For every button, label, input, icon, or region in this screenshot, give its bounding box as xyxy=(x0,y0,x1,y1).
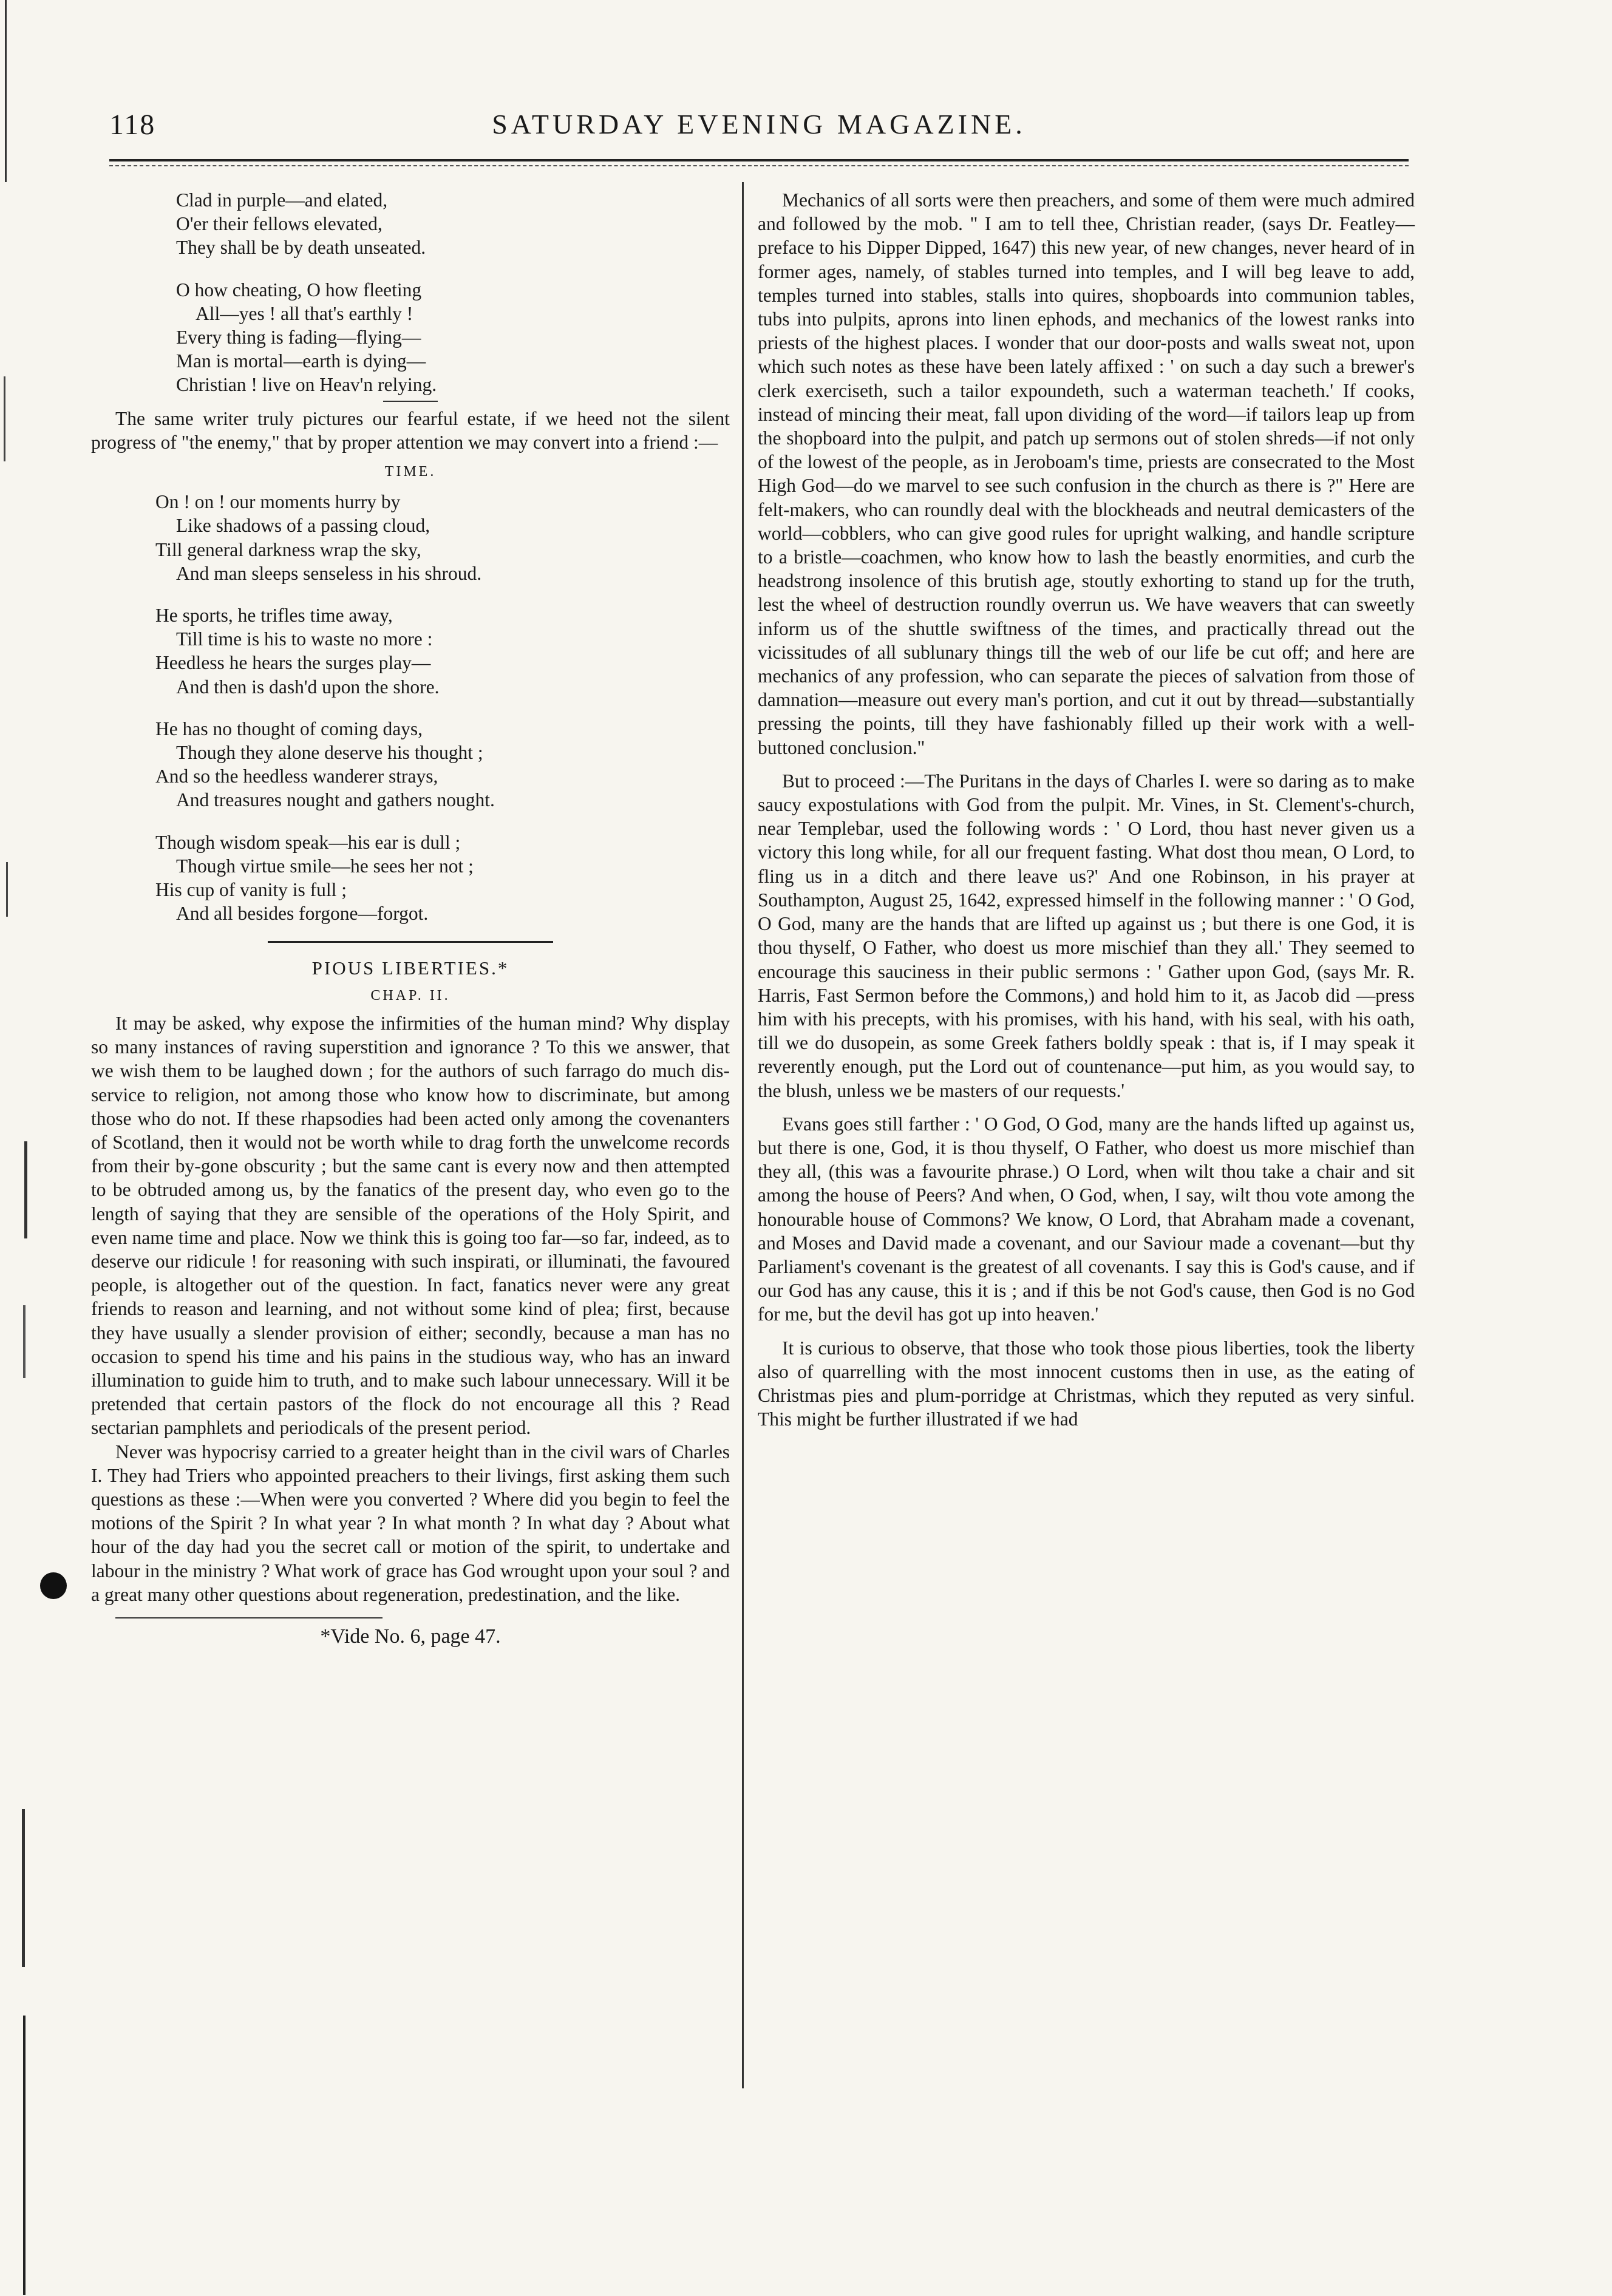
verse-line: Though they alone deserve his thought ; xyxy=(176,742,483,764)
verse-line: He has no thought of coming days, xyxy=(155,718,423,739)
verse-stanza-2 xyxy=(91,278,730,397)
body-paragraph: But to proceed :—The Puritans in the days of Charles I. were so daring as to make saucy expostulations with God from the pulpit. Mr. Vines, in St. Clement's-church, near Templebar, used the following words : ' O Lord, thou hast never given us a victory this long while, for all our frequent fasting. What dost thou mean, O Lord, to fling us in a ditch and there leave us?' And one Robinson, in his prayer at Southampton, August 25, 1642, expressed himself in the following manner : ' O God, O God, many are the hands that are lifted up against us ; but there is one God, it is thou thyself, O Father, who doest us more mischief than they all.' They seemed to encourage this sauciness in their public sermons : ' Gather upon God, (says Mr. R. Harris, Fast Sermon before the Commons,) and hold him to it, as Jacob did —press him with his precepts, with his promises, with his hand, with his seal, with his oath, till we do dusopein, as some Greek fathers boldly speak : that is, if I may speak it reverently enough, put the Lord out of countenance—put him, as you would say, to the blush, unless we be masters of our requests.' xyxy=(758,770,1415,1101)
page-header xyxy=(109,108,1409,151)
header-rule xyxy=(109,159,1409,161)
time-stanza-4 xyxy=(91,830,730,926)
verse-line: Heedless he hears the surges play— xyxy=(155,652,431,674)
verse-line: O how cheating, O how fleeting xyxy=(176,279,422,301)
verse-line: And treasures nought and gathers nought. xyxy=(176,789,495,811)
right-column xyxy=(758,188,1415,1431)
verse-line: They shall be by death unseated. xyxy=(176,237,426,259)
body-paragraph: It is curious to observe, that those who took those pious liberties, took the liberty also of quarrelling with the most innocent customs then in use, as the eating of Christmas pies and plum-porridge at Christmas, which they reputed as very sinful. This might be further illustrated if we had xyxy=(758,1337,1415,1430)
verse-line: And then is dash'd upon the shore. xyxy=(176,676,440,698)
article-body-left xyxy=(91,1011,730,1606)
article-title: PIOUS LIBERTIES.* xyxy=(311,957,509,979)
intro-paragraph: The same writer truly pictures our fearful estate, if we heed not the silent progress of "the enemy," that by proper attention we may convert into a friend :— xyxy=(91,407,730,453)
verse-line: And all besides forgone—forgot. xyxy=(176,903,429,925)
verse-line: Till time is his to waste no more : xyxy=(176,628,433,650)
verse-line: Clad in purple—and elated, xyxy=(176,189,388,211)
column-divider xyxy=(742,182,744,2088)
verse-line: And man sleeps senseless in his shroud. xyxy=(176,562,482,584)
body-paragraph: Never was hypocrisy carried to a greater height than in the civil wars of Charles I. They had Triers who appointed preachers to their livings, first asking them such questions as these :—When were you converted ? Where did you begin to feel the motions of the Spirit ? In what year ? In what month ? In what day ? About what hour of the day had you the secret call or motion of the spirit, to undertake and labour in the ministry ? What work of grace has God wrought upon your soul ? and a great many other questions about regeneration, predestination, and the like. xyxy=(91,1441,730,1605)
poem-title: TIME. xyxy=(384,464,437,480)
body-paragraph: It may be asked, why expose the infirmities of the human mind? Why display so many instances of raving superstition and ignorance ? To this we answer, that we wish them to be laughed down ; for the authors of such farrago do much dis-service to religion, not among those who know how to discriminate, but among those who do not. If these rhapsodies had been acted only among the covenanters of Scotland, then it would not be worth while to drag forth the unwelcome records from their by-gone obscurity ; but the same cant is every now and then attempted to be obtruded among us, by the fanatics of the present day, who even go to the length of saying that they are sensible of the operations of the Holy Spirit, and even name time and place. Now we think this is going too far—so far, indeed, as to deserve our ridicule ! for reasoning with such inspirati, or illuminati, the favoured people, is altogether out of the question. In fact, fanatics never were any great friends to reason and learning, and not without some kind of plea; first, because they have usually a slender provision of either; secondly, because a man has no occasion to spend his time and his pains in the studious way, who has an inward illumination to guide him to truth, and to make such labour unnecessary. Will it be pretended that certain pastors of the flock do not encourage all this ? Read sectarian pamphlets and periodicals of the present period. xyxy=(91,1012,730,1439)
verse-line: Till general darkness wrap the sky, xyxy=(155,538,421,560)
verse-line: All—yes ! all that's earthly ! xyxy=(196,302,413,324)
time-stanza-1 xyxy=(91,490,730,585)
header-rule-dashed xyxy=(109,165,1409,166)
verse-line: And so the heedless wanderer strays, xyxy=(155,766,438,787)
footnote-rule xyxy=(115,1617,383,1618)
footnote: *Vide No. 6, page 47. xyxy=(320,1625,501,1648)
time-stanza-2 xyxy=(91,603,730,699)
section-rule xyxy=(268,941,553,943)
verse-line: He sports, he trifles time away, xyxy=(155,605,393,627)
binding-edge-marks xyxy=(0,0,67,2296)
verse-line: Though virtue smile—he sees her not ; xyxy=(176,855,474,877)
body-paragraph: Mechanics of all sorts were then preachers, and some of them were much admired and followed by the mob. " I am to tell thee, Christian reader, (says Dr. Featley—preface to his Dipper Dipped, 1647) this new year, of new changes, never heard of in former ages, namely, of stables turned into temples, and I will beg leave to add, temples turned into stables, stalls into quires, shopboards into communion tables, tubs into pulpits, aprons into linen ephods, and mechanics of the lowest ranks into priests of the highest places. I wonder that our door-posts and walls sweat not, upon which such notes as these have been lately affixed : ' on such a day such a brewer's clerk exerciseth, such a tailor expoundeth, such a waterman teacheth.' If cooks, instead of mincing their meat, fall upon dividing of the word—if tailors leap up from the shopboard into the pulpit, and patch up sermons out of stolen shreds—if not only of the lowest of the people, as in Jeroboam's time, priests are consecrated to the Most High God—do we marvel to see such confusion in the church as there is ?" Here are felt-makers, who can roundly deal with the blockheads and neutral demicasters of the world—cobblers, who can give good rules for upright walking, and handle scripture to a bristle—coachmen, who know how to lash the beastly enormities, and curb the headstrong insolence of this brutish age, stoutly exhorting to stand up for the truth, lest the wheel of destruction roundly overrun us. We have weavers that can sweetly inform us of the shuttle swiftness of the times, and practically thread out the vicissitudes of all sublunary things till the web of our life be cut off; and here are mechanics of any profession, who can separate the pieces of salvation from those of damnation—measure out every man's portion, and cut it out by thread—substantially pressing the points, till they have fashionably filled up their work with a well-buttoned conclusion." xyxy=(758,189,1415,758)
verse-line: O'er their fellows elevated, xyxy=(176,213,383,235)
chapter-heading: CHAP. II. xyxy=(370,987,451,1004)
running-title: SATURDAY EVENING MAGAZINE. xyxy=(492,109,1026,140)
verse-line: Though wisdom speak—his ear is dull ; xyxy=(155,831,461,853)
page-number: 118 xyxy=(109,109,156,141)
verse-line: On ! on ! our moments hurry by xyxy=(155,491,401,513)
left-column xyxy=(91,188,730,1648)
short-rule xyxy=(383,401,438,402)
verse-stanza-1 xyxy=(91,188,730,260)
verse-line: Man is mortal—earth is dying— xyxy=(176,350,426,372)
verse-line: Like shadows of a passing cloud, xyxy=(176,515,430,537)
body-paragraph: Evans goes still farther : ' O God, O God, many are the hands lifted up against us, but there is one, God, it is thou thyself, O Father, who doest us more mischief than they all, (this was a favourite phrase.) O Lord, when wilt thou take a chair and sit among the house of Peers? And when, O God, when, I say, wilt thou vote among the honourable house of Commons? We know, O Lord, that Abraham made a covenant, and Moses and David made a covenant, and our Saviour made a covenant—but thy Parliament's covenant is the greatest of all covenants. I say this is God's cause, and if our God has any cause, this it is ; and if this be not God's cause, then God is no God for me, but the devil has got up into heaven.' xyxy=(758,1113,1415,1325)
verse-line: Christian ! live on Heav'n relying. xyxy=(176,374,437,396)
verse-line: Every thing is fading—flying— xyxy=(176,327,421,348)
verse-line: His cup of vanity is full ; xyxy=(155,879,347,901)
time-stanza-3 xyxy=(91,717,730,812)
intro-paragraph-block xyxy=(91,407,730,454)
